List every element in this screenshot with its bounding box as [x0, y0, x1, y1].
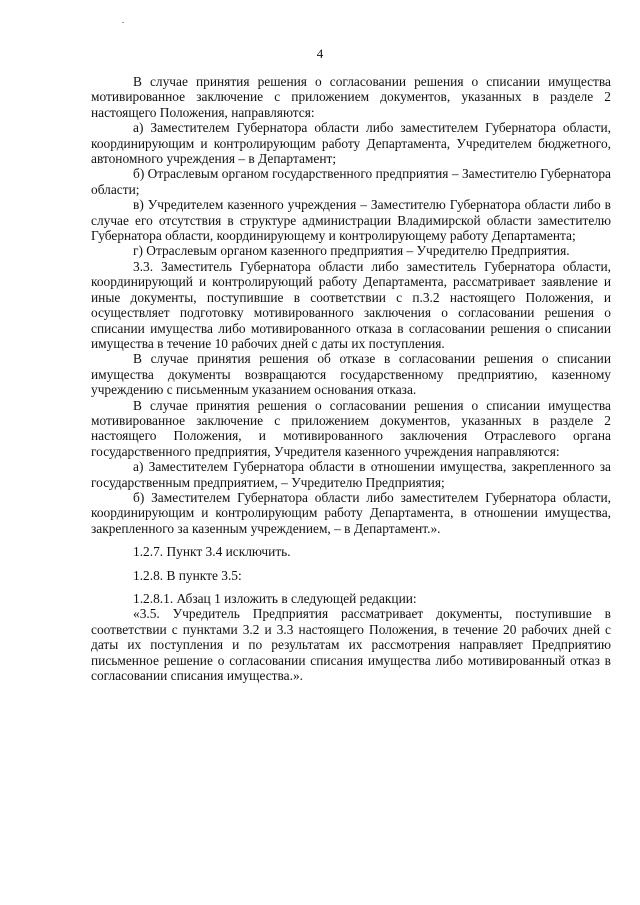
list-item-a: а) Заместителем Губернатора области в отношении имущества, закрепленного за государственным предприятием, – Учредителю Предприятия; — [91, 459, 611, 490]
list-item-b: б) Заместителем Губернатора области либо заместителем Губернатора области, координирующим и контролирующим работу Департамента, в отношении имущества, закрепленного за казенным учреждением, – в Департамент.». — [91, 489, 611, 536]
paragraph: В случае принятия решения об отказе в согласовании решения о списании имущества документы возвращаются государственному предприятию, казенному учреждению с письменным указанием основания отказа. — [91, 351, 611, 398]
document-body — [91, 74, 611, 683]
list-item-g: г) Отраслевым органом казенного предприятия – Учредителю Предприятия. — [133, 243, 570, 259]
paragraph: В случае принятия решения о согласовании решения о списании имущества мотивированное заключение с приложением документов, указанных в разделе 2 настоящего Положения, направляются: — [91, 74, 611, 120]
list-item-b: б) Отраслевым органом государственного предприятия – Заместителю Губернатора области; — [91, 166, 611, 197]
section-3-3: 3.3. Заместитель Губернатора области либо заместитель Губернатора области, координирующий и контролирующий работу Департамента, рассматривает заявление и иные документы, поступившие в соответствии с п.3.2 настоящего Положения, и осуществляет подготовку мотивированного заключения о согласовании решения о списании имущества либо мотивированного отказа в согласовании решения о списании имущества в течение 10 рабочих дней с даты их поступления. — [91, 258, 611, 351]
clause-1-2-8-1: 1.2.8.1. Абзац 1 изложить в следующей редакции: — [133, 591, 417, 606]
clause-1-2-8: 1.2.8. В пункте 3.5: — [133, 567, 242, 583]
page-number: 4 — [316, 46, 324, 61]
list-item-a: а) Заместителем Губернатора области либо заместителем Губернатора области, координирующим и контролирующим работу Департамента, Учредителем бюджетного, автономного учреждения – в Департамент; — [91, 120, 611, 167]
paragraph: В случае принятия решения о согласовании решения о списании имущества мотивированное заключение с приложением документов, указанных в разделе 2 настоящего Положения, и мотивированного заключения Отраслевого органа государственного предприятия, Учредителя казенного учреждения направляются: — [91, 397, 611, 459]
list-item-v: в) Учредителем казенного учреждения – Заместителю Губернатора области либо в случае его отсутствия в структуре администрации Владимирской области заместителю Губернатора области, координирующему и контролирующему работу Департамента; — [91, 197, 611, 244]
scan-mark — [122, 22, 124, 23]
clause-1-2-7: 1.2.7. Пункт 3.4 исключить. — [133, 544, 291, 560]
quoted-clause-3-5: «3.5. Учредитель Предприятия рассматривает документы, поступившие в соответствии с пунктами 3.2 и 3.3 настоящего Положения, в течение 20 рабочих дней с даты их поступления и по результатам их рассмотрения направляет Предприятию письменное решение о согласовании списания имущества либо мотивированный отказ в согласовании списания имущества.». — [91, 606, 611, 684]
